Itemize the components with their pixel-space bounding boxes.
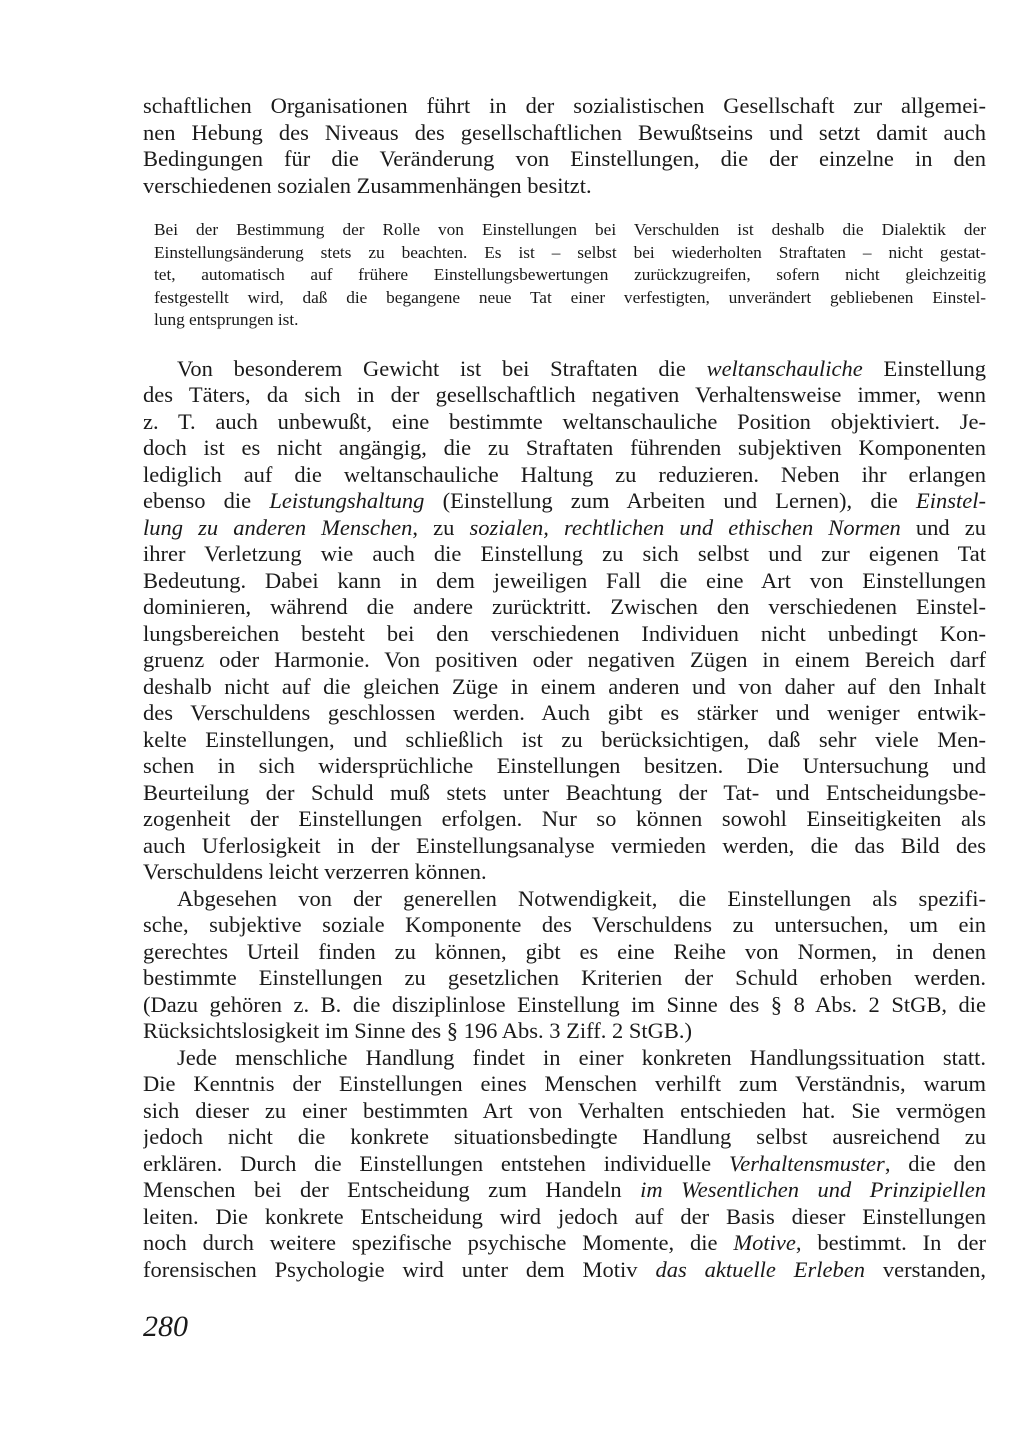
text-line: erklären. Durch die Einstellungen entstehen individuelle Verhaltensmuster, die den xyxy=(143,1150,986,1176)
text-line: ihrer Verletzung wie auch die Einstellung zu sich selbst und zur eigenen Tat xyxy=(143,541,986,567)
note-line: festgestellt wird, daß die begangene neue Tat einer verfestigten, unverändert gebliebenen Einstel- xyxy=(154,287,986,307)
text-line: des Verschuldens geschlossen werden. Auch gibt es stärker und weniger entwik- xyxy=(143,700,986,726)
text-line: nen Hebung des Niveaus des gesellschaftlichen Bewußtseins und setzt damit auch xyxy=(143,119,986,145)
emphasis: im Wesentlichen und Prinzipiellen xyxy=(640,1177,986,1203)
text-line: schaftlichen Organisationen führt in der sozialistischen Gesellschaft zur allgemei- xyxy=(143,93,986,118)
emphasis: Motive xyxy=(733,1230,796,1256)
paragraph-continued xyxy=(143,93,986,199)
text-line: Abgesehen von der generellen Notwendigkeit, die Einstellungen als spezifi- xyxy=(177,885,986,911)
text-line: (Dazu gehören z. B. die disziplinlose Einstellung im Sinne des § 8 Abs. 2 StGB, die xyxy=(143,991,986,1017)
text-line: schen in sich widersprüchliche Einstellungen besitzen. Die Untersuchung und xyxy=(143,753,986,779)
text-line: leiten. Die konkrete Entscheidung wird jedoch auf der Basis dieser Einstellungen xyxy=(143,1203,986,1229)
text-line: Jede menschliche Handlung findet in einer konkreten Handlungssituation statt. xyxy=(177,1044,986,1070)
text-line: sich dieser zu einer bestimmten Art von Verhalten entschieden hat. Sie vermögen xyxy=(143,1097,986,1123)
text-line: verschiedenen sozialen Zusammenhängen besitzt. xyxy=(143,172,592,198)
note-line: lung entsprungen ist. xyxy=(154,310,299,330)
text-line: Von besonderem Gewicht ist bei Straftaten die weltanschauliche Einstellung xyxy=(177,355,986,381)
text-line: auch Uferlosigkeit in der Einstellungsanalyse vermieden werden, die das Bild des xyxy=(143,832,986,858)
emphasis: Verhaltensmuster xyxy=(728,1150,885,1176)
text-line: lung zu anderen Menschen, zu sozialen, rechtlichen und ethischen Normen und zu xyxy=(143,514,986,540)
text-line: Die Kenntnis der Einstellungen eines Menschen verhilft zum Verständnis, warum xyxy=(143,1071,986,1097)
paragraph-normen xyxy=(143,886,986,1045)
text-line: deshalb nicht auf die gleichen Züge in einem anderen und von daher auf den Inhalt xyxy=(143,673,986,699)
text-line: des Täters, da sich in der gesellschaftlich negativen Verhaltensweise immer, wenn xyxy=(143,382,986,408)
text-line: gruenz oder Harmonie. Von positiven oder negativen Zügen in einem Bereich darf xyxy=(143,647,986,673)
text-line: kelte Einstellungen, und schließlich ist zu berücksichtigen, daß sehr viele Men- xyxy=(143,726,986,752)
paragraph-einstellungen xyxy=(143,356,986,886)
emphasis: Leistungshaltung xyxy=(269,488,425,514)
text-line: zogenheit der Einstellungen erfolgen. Nur so können sowohl Einseitigkeiten als xyxy=(143,806,986,832)
text-line: gerechtes Urteil finden zu können, gibt es eine Reihe von Normen, in denen xyxy=(143,938,986,964)
text-line: sche, subjektive soziale Komponente des Verschuldens zu untersuchen, um ein xyxy=(143,912,986,938)
text-line: noch durch weitere spezifische psychische Momente, die Motive, bestimmt. In der xyxy=(143,1230,986,1256)
paragraph-handlung xyxy=(143,1045,986,1284)
text-line: lungsbereichen besteht bei den verschiedenen Individuen nicht unbedingt Kon- xyxy=(143,620,986,646)
text-line: Verschuldens leicht verzerren können. xyxy=(143,859,487,885)
note-line: Einstellungsänderung stets zu beachten. Es ist – selbst bei wiederholten Straftaten – nicht gestat- xyxy=(154,242,986,262)
text-line: forensischen Psychologie wird unter dem Motiv das aktuelle Erleben verstanden, xyxy=(143,1256,986,1282)
text-line: Beurteilung der Schuld muß stets unter Beachtung der Tat- und Entscheidungsbe- xyxy=(143,779,986,805)
text-line: ebenso die Leistungshaltung (Einstellung zum Arbeiten und Lernen), die Einstel- xyxy=(143,488,986,514)
emphasis: lung zu anderen Menschen xyxy=(143,514,413,540)
note-line: Bei der Bestimmung der Rolle von Einstellungen bei Verschulden ist deshalb die Dialektik der xyxy=(154,220,986,239)
page-number: 280 xyxy=(143,1310,188,1343)
note-line: tet, automatisch auf frühere Einstellungsbewertungen zurückzugreifen, sofern nicht gleichzeitig xyxy=(154,265,986,285)
emphasis: das aktuelle Erleben xyxy=(655,1256,865,1282)
emphasis: Einstel- xyxy=(916,488,986,514)
text-line: bestimmte Einstellungen zu gesetzlichen Kriterien der Schuld erhoben werden. xyxy=(143,965,986,991)
text-line: jedoch nicht die konkrete situationsbedingte Handlung selbst ausreichend zu xyxy=(143,1124,986,1150)
text-line: z. T. auch unbewußt, eine bestimmte weltanschauliche Position objektiviert. Je- xyxy=(143,408,986,434)
emphasis: weltanschauliche xyxy=(706,355,863,381)
text-line: lediglich auf die weltanschauliche Haltung zu reduzieren. Neben ihr erlangen xyxy=(143,461,986,487)
document-page xyxy=(143,93,986,1413)
text-line: Menschen bei der Entscheidung zum Handeln im Wesentlichen und Prinzipiellen xyxy=(143,1177,986,1203)
text-line: doch ist es nicht angängig, die zu Straftaten führenden subjektiven Komponenten xyxy=(143,435,986,461)
text-line: Rücksichtslosigkeit im Sinne des § 196 Abs. 3 Ziff. 2 StGB.) xyxy=(143,1018,692,1044)
emphasis: sozialen, rechtlichen und ethischen Normen xyxy=(469,514,901,540)
text-line: Bedeutung. Dabei kann in dem jeweiligen Fall die eine Art von Einstellungen xyxy=(143,567,986,593)
text-line: Bedingungen für die Veränderung von Einstellungen, die der einzelne in den xyxy=(143,146,986,171)
small-print-note xyxy=(143,219,986,332)
text-line: dominieren, während die andere zurücktritt. Zwischen den verschiedenen Einstel- xyxy=(143,594,986,620)
